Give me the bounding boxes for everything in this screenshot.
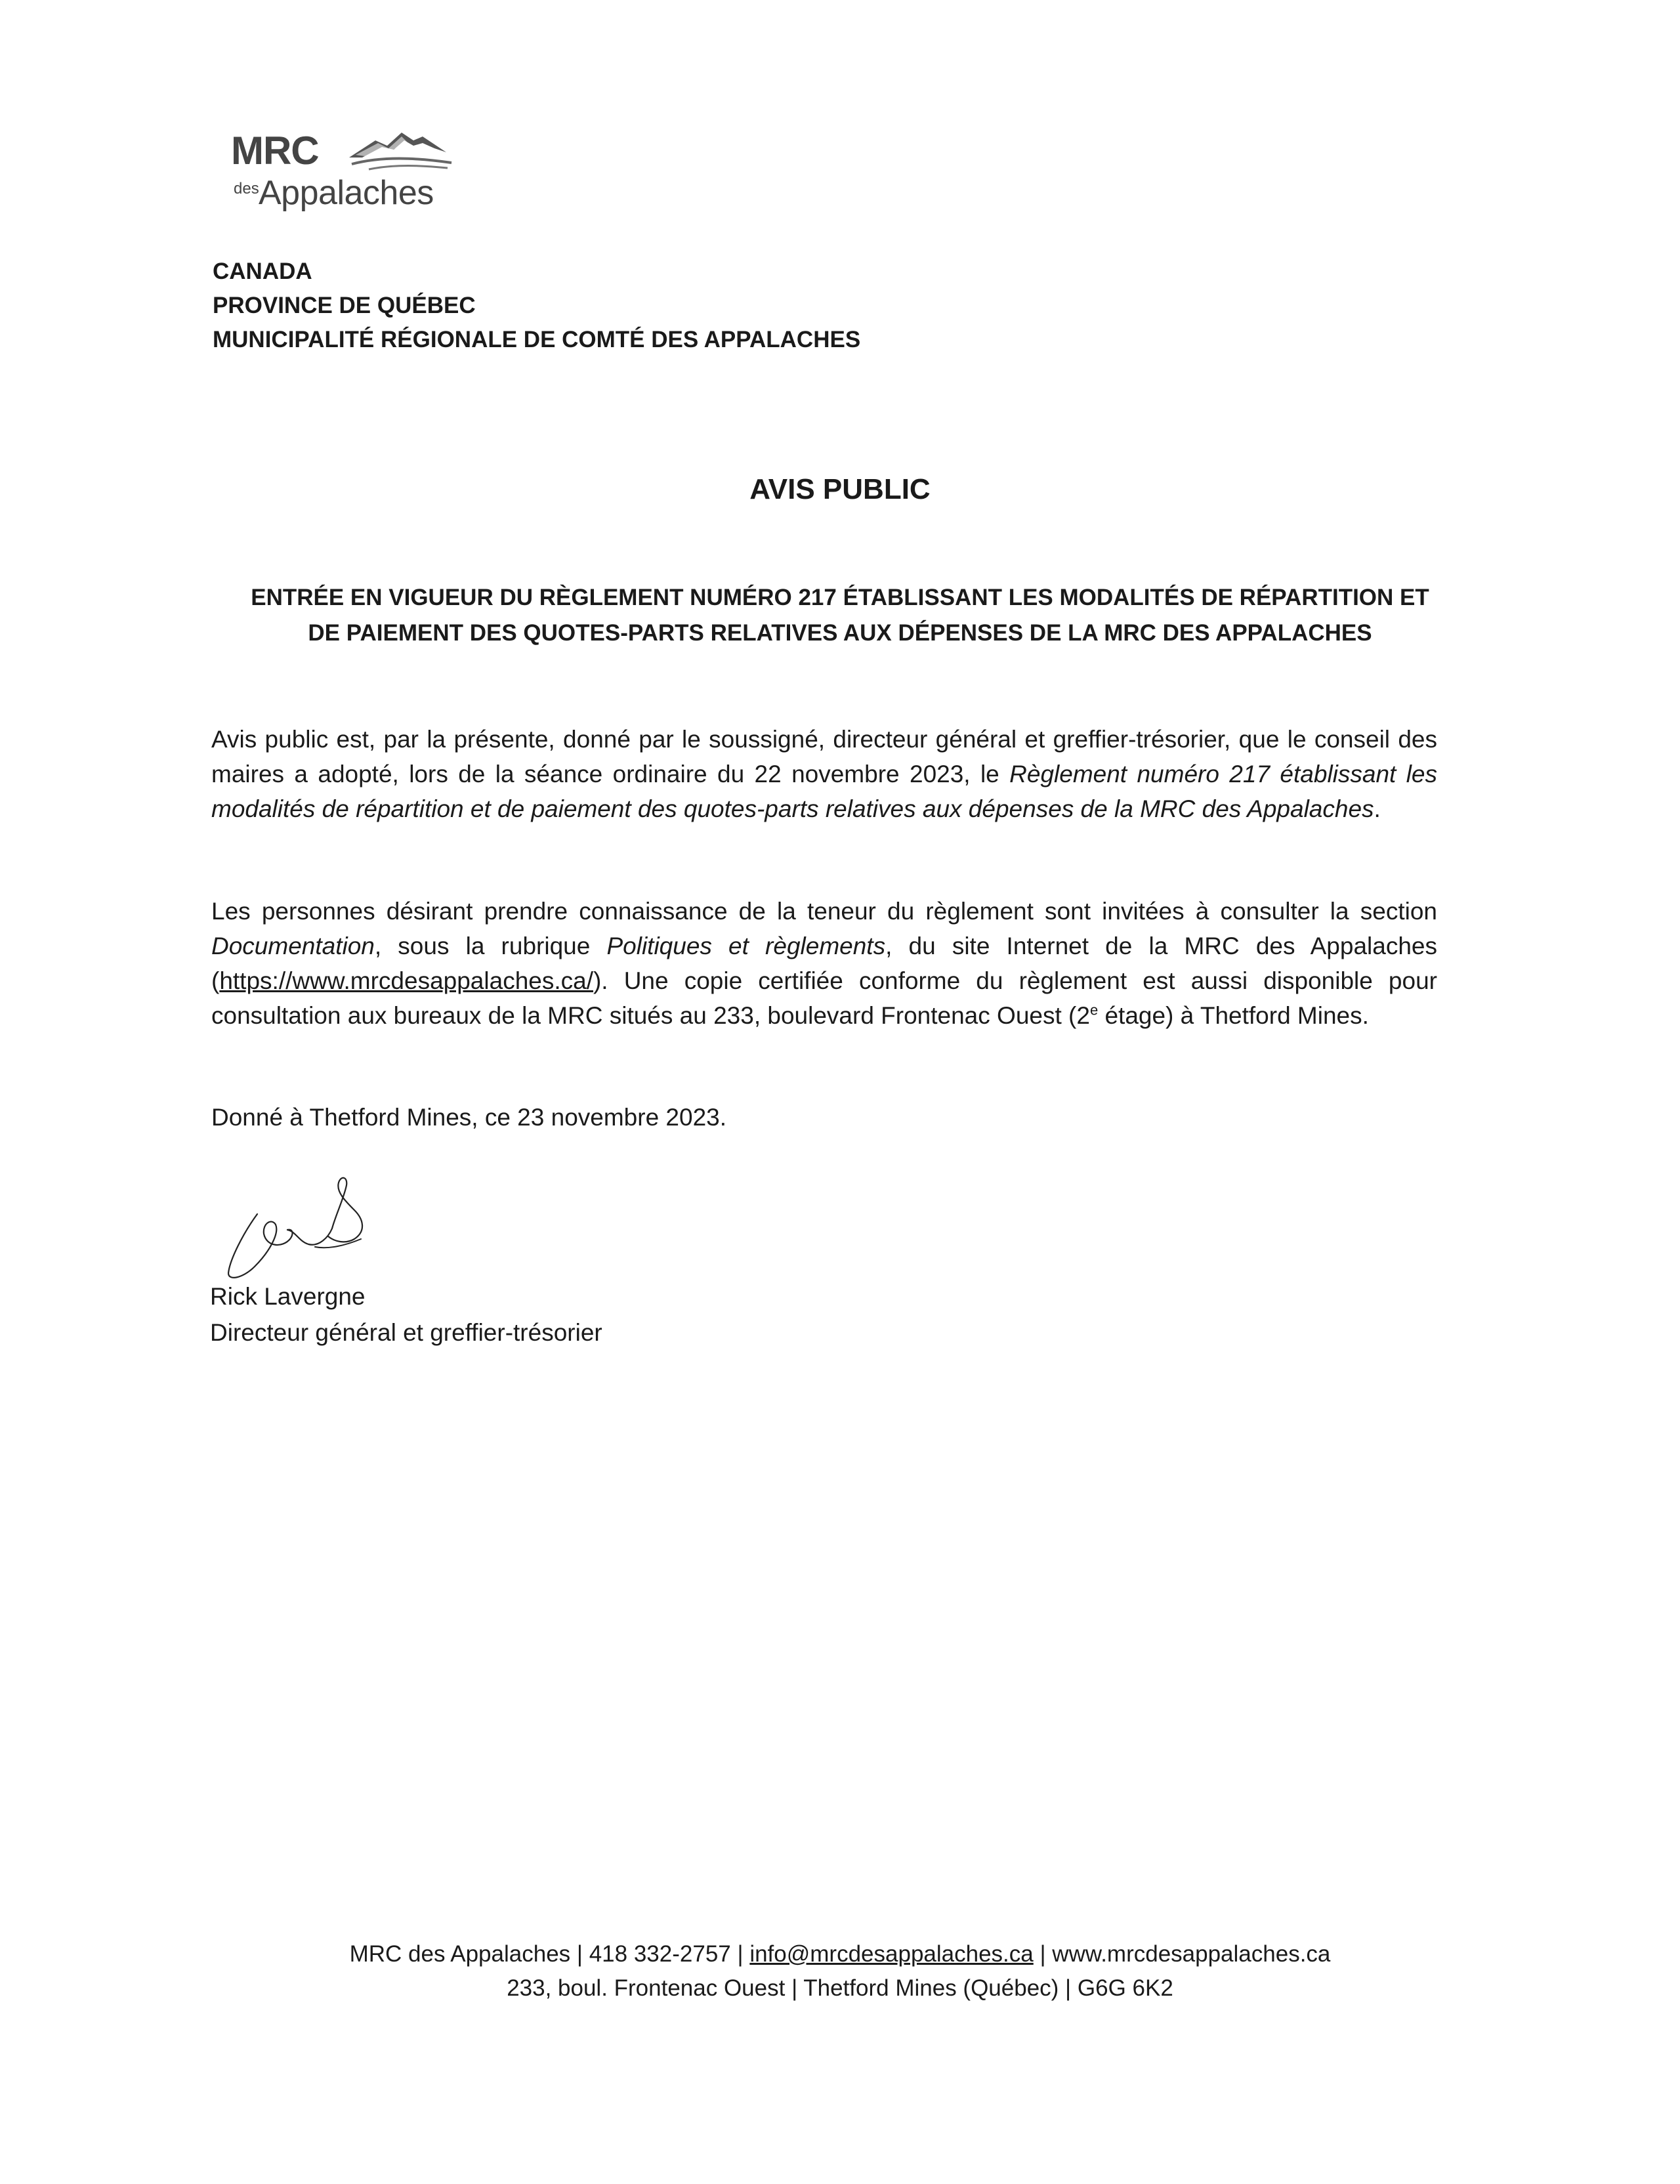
p2-part5: étage) à Thetford Mines. (1098, 1002, 1369, 1029)
page-footer (0, 1937, 1680, 2006)
subject-line-2: DE PAIEMENT DES QUOTES-PARTS RELATIVES AUX DÉPENSES DE LA MRC DES APPALACHES (308, 620, 1372, 646)
mrc-logo (231, 125, 474, 217)
footer-postal: G6G 6K2 (1077, 1975, 1173, 2001)
footer-separator: | (730, 1941, 750, 1967)
footer-separator: | (785, 1975, 804, 2001)
signatory-name: Rick Lavergne (210, 1283, 366, 1310)
mountain-logo-icon (336, 126, 474, 178)
footer-website[interactable]: www.mrcdesappalaches.ca (1052, 1941, 1331, 1967)
footer-separator: | (570, 1941, 589, 1967)
subject-line-1: ENTRÉE EN VIGUEUR DU RÈGLEMENT NUMÉRO 217 ÉTABLISSANT LES MODALITÉS DE RÉPARTITION ET (251, 585, 1429, 610)
p2-documentation: Documentation (211, 933, 375, 959)
logo-appalaches-text: Appalaches (259, 174, 434, 212)
paragraph-consultation (211, 894, 1437, 1033)
footer-email-link[interactable]: info@mrcdesappalaches.ca (749, 1941, 1034, 1967)
p2-superscript: e (1089, 1001, 1099, 1018)
footer-separator: | (1033, 1941, 1053, 1967)
p1-text-after: . (1374, 795, 1381, 822)
signatory-block (210, 1278, 602, 1351)
p2-politiques: Politiques et règlements (606, 933, 886, 959)
header-province: PROVINCE DE QUÉBEC (213, 293, 476, 318)
website-link[interactable]: https://www.mrcdesappalaches.ca/ (219, 967, 593, 994)
page-title: AVIS PUBLIC (749, 473, 931, 505)
signatory-role: Directeur général et greffier-trésorier (210, 1319, 602, 1346)
footer-line-2 (0, 1971, 1680, 2006)
p2-part2: , sous la rubrique (374, 933, 607, 959)
notice-subject (197, 580, 1483, 651)
paragraph-date-place: Donné à Thetford Mines, ce 23 novembre 2023. (211, 1104, 727, 1131)
handwritten-signature (217, 1168, 387, 1286)
p2-part3: , du site Internet de la MRC des Appalaches ( (211, 933, 1437, 994)
logo-des-text: des (234, 180, 259, 198)
jurisdiction-header (213, 255, 860, 357)
logo-mrc-text: MRC (231, 129, 319, 173)
p1-regulation-title: Règlement numéro 217 établissant les modalités de répartition et de paiement des quotes-parts relatives aux dépenses de la MRC des Appalaches (211, 761, 1438, 822)
paragraph-adoption (211, 722, 1437, 826)
footer-separator: | (1059, 1975, 1078, 2001)
header-country: CANADA (213, 259, 312, 284)
footer-org: MRC des Appalaches (349, 1941, 571, 1967)
footer-line-1 (0, 1937, 1680, 1971)
p1-text-before: Avis public est, par la présente, donné par le soussigné, directeur général et greffier-trésorier, que le conseil des maires a adopté, lors de la séance ordinaire du 22 novembre 2023, le (211, 726, 1437, 788)
header-municipality: MUNICIPALITÉ RÉGIONALE DE COMTÉ DES APPALACHES (213, 327, 861, 352)
p2-part1: Les personnes désirant prendre connaissance de la teneur du règlement sont invitées à consulter la section (211, 898, 1437, 925)
footer-city: Thetford Mines (Québec) (803, 1975, 1059, 2001)
p2-part4: ). Une copie certifiée conforme du règlement est aussi disponible pour consultation aux bureaux de la MRC situés au 233, boulevard Frontenac Ouest (2 (211, 967, 1437, 1029)
footer-address: 233, boul. Frontenac Ouest (507, 1975, 786, 2001)
footer-phone: 418 332-2757 (589, 1941, 731, 1967)
